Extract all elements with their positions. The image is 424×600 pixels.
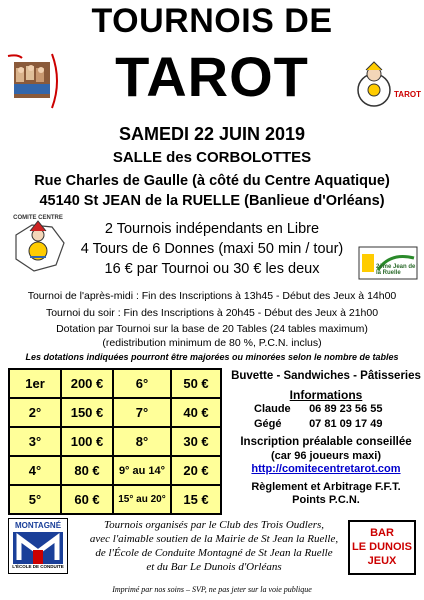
contact-phone: 07 81 09 17 49	[309, 418, 383, 430]
prize-amount: 40 €	[171, 398, 221, 427]
prize-rank: 2°	[9, 398, 61, 427]
prize-table	[8, 368, 222, 515]
bar-le-dunois-box	[348, 520, 416, 575]
prize-amount: 20 €	[171, 456, 221, 485]
saint-jean-sign-label: 2ème Jean de la Ruelle	[376, 264, 416, 276]
footer-line2: avec l'aimable soutien de la Mairie de St Jean la Ruelle,	[89, 533, 339, 545]
schedule-evening: Tournoi du soir : Fin des Inscriptions à 20h45 - Début des Jeux à 21h00	[45, 307, 379, 319]
club-logo	[4, 48, 64, 114]
prize-row	[9, 398, 221, 427]
prize-rank: 9° au 14°	[113, 456, 171, 485]
info-heading: Informations	[289, 388, 363, 402]
contact-phone: 06 89 23 56 55	[309, 403, 383, 415]
page-title-line1: TOURNOIS DE	[91, 2, 333, 40]
event-date: SAMEDI 22 JUIN 2019	[118, 124, 306, 144]
page-title-line2: TAROT	[115, 45, 309, 108]
event-address-line1: Rue Charles de Gaulle (à côté du Centre Aquatique)	[34, 173, 390, 189]
reglement-line2: Points P.C.N.	[292, 494, 360, 506]
prize-rank: 6°	[113, 369, 171, 398]
buvette-line: Buvette - Sandwiches - Pâtisseries	[231, 370, 421, 382]
prize-rank: 8°	[113, 427, 171, 456]
prize-rank: 7°	[113, 398, 171, 427]
prize-amount: 100 €	[61, 427, 113, 456]
tarot-badge-logo	[354, 60, 420, 112]
prize-amount: 80 €	[61, 456, 113, 485]
prize-rank: 1er	[9, 369, 61, 398]
inscription-line1: Inscription préalable conseillée	[240, 436, 412, 448]
prize-row	[9, 427, 221, 456]
prize-row	[9, 369, 221, 398]
prize-amount: 200 €	[61, 369, 113, 398]
event-venue: SALLE des CORBOLOTTES	[112, 149, 312, 166]
inscription-line2: (car 96 joueurs maxi)	[270, 450, 382, 462]
dotation-line1: Dotation par Tournoi sur la base de 20 Tables (24 tables maximum)	[56, 323, 368, 335]
website-link[interactable]: http://comitecentretarot.com	[251, 463, 401, 475]
montagne-sub-label: L'ÉCOLE DE CONDUITE	[12, 564, 64, 569]
prize-amount: 60 €	[61, 485, 113, 514]
montagne-logo	[8, 518, 68, 574]
prize-row	[9, 485, 221, 514]
prize-rank: 5°	[9, 485, 61, 514]
contact-row	[254, 403, 404, 415]
bar-box-line3: JEUX	[367, 555, 397, 567]
comite-centre-label: COMITE CENTRE	[13, 215, 63, 221]
event-address-line2: 45140 St JEAN de la RUELLE (Banlieue d'Orléans)	[39, 193, 385, 209]
footer-line1: Tournois organisés par le Club des Trois Oudlers,	[103, 519, 325, 531]
prize-row	[9, 456, 221, 485]
bar-box-line1: BAR	[370, 527, 394, 539]
prize-rank: 3°	[9, 427, 61, 456]
schedule-afternoon: Tournoi de l'après-midi : Fin des Inscriptions à 13h45 - Début des Jeux à 14h00	[27, 290, 397, 302]
prize-rank: 4°	[9, 456, 61, 485]
footer-line4: et du Bar Le Dunois d'Orléans	[146, 561, 282, 573]
contact-name: Gégé	[254, 418, 282, 430]
format-line1: 2 Tournois indépendants en Libre	[104, 221, 320, 237]
bar-box-line2: LE DUNOIS	[352, 541, 412, 553]
printed-note: Imprimé par nos soins – SVP, ne pas jeter sur la voie publique	[112, 585, 312, 594]
prize-amount: 50 €	[171, 369, 221, 398]
reglement-line1: Règlement et Arbitrage F.F.T.	[251, 481, 401, 493]
dotation-note: Les dotations indiquées pourront être majorées ou minorées selon le nombre de tables	[25, 352, 399, 362]
footer-line3: de l'École de Conduite Montagné de St Jean la Ruelle	[95, 547, 333, 559]
format-line3: 16 € par Tournoi ou 30 € les deux	[104, 261, 320, 277]
tarot-badge-label: TAROT	[394, 90, 421, 99]
montagne-label: MONTAGNÉ	[14, 521, 62, 530]
contact-row	[254, 418, 404, 430]
prize-amount: 15 €	[171, 485, 221, 514]
format-line2: 4 Tours de 6 Donnes (maxi 50 min / tour)	[80, 241, 344, 257]
contact-name: Claude	[254, 403, 291, 415]
prize-rank: 15° au 20°	[113, 485, 171, 514]
prize-amount: 150 €	[61, 398, 113, 427]
dotation-line2: (redistribution minimum de 80 %, P.C.N. inclus)	[102, 337, 322, 349]
saint-jean-sign-logo	[358, 246, 418, 280]
prize-amount: 30 €	[171, 427, 221, 456]
